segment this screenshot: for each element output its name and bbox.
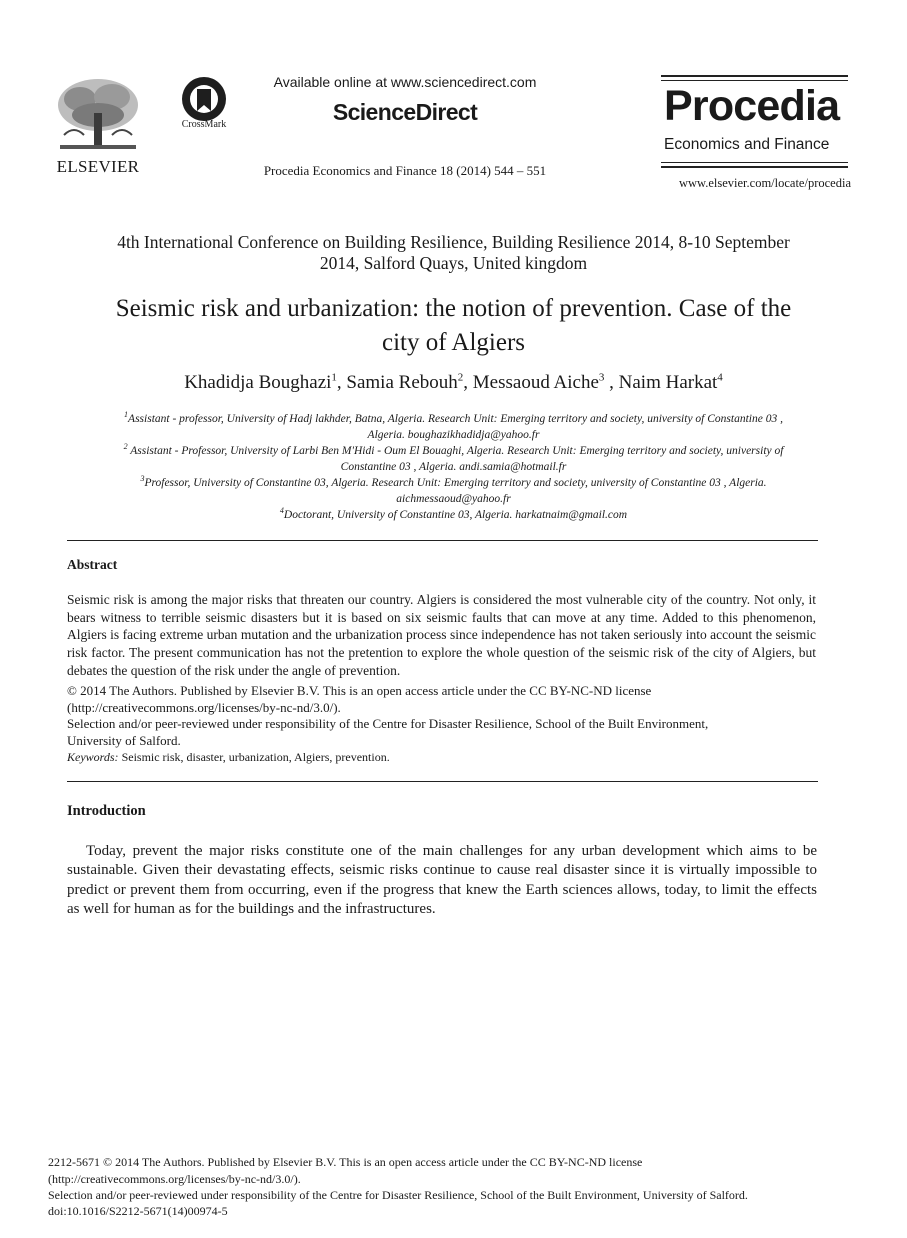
affiliation-text: Doctorant, University of Constantine 03, Algeria. harkatnaim@gmail.com (283, 509, 628, 521)
divider (67, 540, 818, 541)
license-statement (67, 682, 816, 716)
affiliation-text: Assistant - professor, University of Hadj lakhder, Batna, Algeria. Research Unit: Emerging territory and society, university of Constantine 03 , (128, 413, 783, 425)
affiliation-text: Professor, University of Constantine 03, Algeria. Research Unit: Emerging territory and society, university of Constantine 03 , Algeria. (144, 477, 767, 489)
abstract-heading: Abstract (67, 557, 118, 572)
affiliation-sup: 1 (124, 410, 129, 420)
introduction-body: Today, prevent the major risks constitute one of the main challenges for any urban development which aims to be sustainable. Given their devastating effects, seismic risks continue to cause real disaster since it is virtually impossible to predict or prevent them from occurring, even if the progress that knew the Earth sciences allows, today, to limit the effects as well for human as for the buildings and the infrastructures. (67, 843, 817, 917)
keywords-list: Seismic risk, disaster, urbanization, Algiers, prevention. (118, 750, 390, 764)
author-name: Naim Harkat (618, 372, 718, 393)
author-sup: 3 (598, 371, 605, 384)
affiliation-sup: 2 (123, 442, 128, 452)
affiliation-item: Constantine 03 , Algeria. andi.samia@hotmail.fr (340, 461, 567, 473)
procedia-logo: Procedia (664, 82, 840, 130)
introduction-heading: Introduction (67, 803, 146, 819)
procedia-rule-top (661, 75, 848, 81)
journal-url[interactable]: www.elsevier.com/locate/procedia (678, 176, 851, 190)
crossmark-icon[interactable] (180, 75, 228, 123)
paper-title-line-1: Seismic risk and urbanization: the notion of prevention. Case of the (115, 295, 792, 322)
author-sup: 2 (457, 371, 464, 384)
license-link[interactable]: (http://creativecommons.org/licenses/by-nc-nd/3.0/). (67, 700, 341, 715)
procedia-rule-bottom (661, 162, 848, 168)
available-online-text[interactable]: Available online at www.sciencedirect.com (273, 74, 537, 90)
affiliation-sup: 3 (140, 474, 145, 484)
peer-review-line-1: Selection and/or peer-reviewed under responsibility of the Centre for Disaster Resilience, School of the Built Environment, (67, 716, 709, 731)
author-separator: , (609, 372, 614, 393)
conference-line (40, 232, 867, 274)
conference-line-2: 2014, Salford Quays, United kingdom (319, 253, 588, 273)
affiliation-item: Algeria. boughazikhadidja@yahoo.fr (367, 429, 540, 441)
author-name: Messaoud Aiche (472, 372, 599, 393)
affiliation-item (60, 411, 847, 427)
crossmark-label: CrossMark (181, 119, 227, 130)
keywords (67, 750, 390, 765)
conference-line-1: 4th International Conference on Building Resilience, Building Resilience 2014, 8-10 September (117, 232, 790, 252)
sciencedirect-logo: ScienceDirect (332, 99, 478, 125)
paper-title (40, 292, 867, 360)
footer-copyright: 2212-5671 © 2014 The Authors. Published by Elsevier B.V. This is an open access article under the CC BY-NC-ND license (48, 1155, 643, 1169)
author-list (40, 372, 867, 394)
journal-reference: Procedia Economics and Finance 18 (2014) 544 – 551 (263, 163, 547, 178)
abstract-body: Seismic risk is among the major risks that threaten our country. Algiers is considered the most vulnerable city of the country. Not only, it bears witness to terrible seismic disasters but it is based on six seismic faults that can move at any time. Added to this phenomenon, Algiers is facing extreme urban mutation and the urbanization process since independence has not taken seriously into account the seismic risk factor. The present communication has not the pretention to explore the whole question of the seismic risk of the city of Algiers, but debates the question of the risk under the angle of prevention. (67, 592, 816, 678)
affiliation-item (60, 475, 847, 491)
footer-license-link[interactable]: (http://creativecommons.org/licenses/by-nc-nd/3.0/). (48, 1172, 301, 1186)
affiliation-text: Assistant - Professor, University of Larbi Ben M'Hidi - Oum El Bouaghi, Algeria. Research Unit: Emerging territory and society, university of (127, 445, 784, 457)
author-sup: 1 (331, 371, 337, 384)
author-separator: , (336, 372, 342, 393)
peer-review-line-2: University of Salford. (67, 733, 181, 748)
author-sup: 4 (717, 371, 723, 384)
footer-doi[interactable]: doi:10.1016/S2212-5671(14)00974-5 (48, 1204, 228, 1218)
author-name: Samia Rebouh (346, 372, 458, 393)
license-line-1: © 2014 The Authors. Published by Elsevier B.V. This is an open access article under the CC BY-NC-ND license (67, 683, 652, 698)
affiliation-item (60, 443, 847, 459)
footer-peer-review: Selection and/or peer-reviewed under responsibility of the Centre for Disaster Resilience, School of the Built Environment, University of Salford. (48, 1188, 748, 1202)
divider (67, 781, 818, 782)
peer-review-statement (67, 715, 816, 749)
keywords-label: Keywords: (67, 750, 119, 764)
publisher-name: ELSEVIER (56, 157, 140, 176)
affiliation-item: aichmessaoud@yahoo.fr (396, 493, 511, 505)
affiliation-list (60, 411, 847, 523)
author-separator: , (463, 372, 469, 393)
elsevier-tree-logo (50, 75, 146, 153)
affiliation-sup: 4 (279, 506, 284, 516)
procedia-subtitle: Economics and Finance (664, 136, 830, 153)
affiliation-item (60, 507, 847, 523)
paper-title-line-2: city of Algiers (381, 329, 526, 356)
author-name: Khadidja Boughazi (184, 372, 332, 393)
